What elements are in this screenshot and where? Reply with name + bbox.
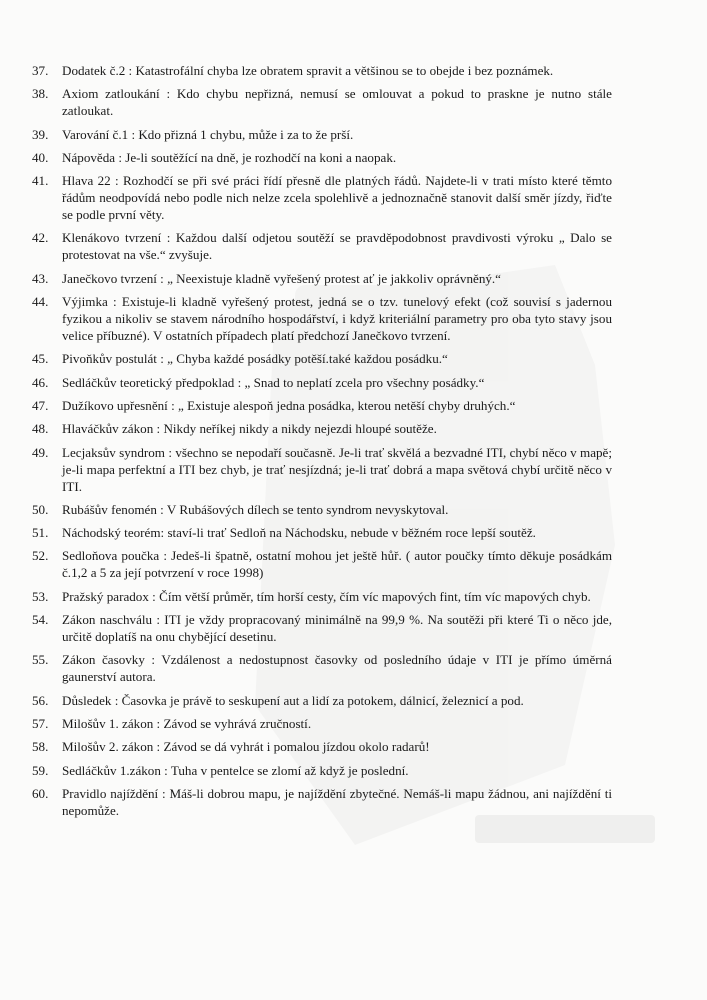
list-item [32, 350, 612, 367]
list-item [32, 149, 612, 166]
item-text: Lecjaksův syndrom : všechno se nepodaří současně. Je-li trať skvělá a bezvadné ITI, chybí něco v mapě; je-li mapa perfektní a ITI bez chyb, je trať nesjízdná; je-li trať dobrá a mapa světová chybí určitě něco v ITI. [62, 444, 612, 494]
list-item [32, 611, 612, 645]
item-text: Hlava 22 : Rozhodčí se při své práci řídí přesně dle platných řádů. Najdete-li v trati místo které těmto řádům neodpovídá nebo podle nich nelze zcela spolehlivě a jednoznačně stanovit další směr jízdy, řiďte se podle první věty. [62, 173, 612, 223]
item-text: Náchodský teorém: staví-li trať Sedloň na Náchodsku, nebude v běžném roce lepší soutěž. [62, 525, 536, 541]
item-text: Varování č.1 : Kdo přizná 1 chybu, může i za to že prší. [62, 126, 354, 142]
item-text: Milošův 2. zákon : Závod se dá vyhrát i pomalou jízdou okolo radarů! [62, 739, 430, 755]
item-number: 48. [32, 421, 49, 437]
item-number: 50. [32, 501, 49, 517]
item-number: 44. [32, 294, 49, 310]
item-number: 43. [32, 270, 49, 286]
item-text: Výjimka : Existuje-li kladně vyřešený protest, jedná se o tzv. tunelový efekt (což souvisí s jadernou fyzikou a nikoliv se stavem národního hospodářství, i když kriteriální parametry pro oba tyto stavy jsou velice příbuzné). V ostatních případech platí předchozí Janečkovo tvrzení. [62, 294, 612, 344]
rules-list [32, 62, 612, 825]
item-text: Milošův 1. zákon : Závod se vyhrává zručností. [62, 715, 312, 731]
item-number: 45. [32, 351, 49, 367]
list-item [32, 738, 612, 755]
item-text: Dodatek č.2 : Katastrofální chyba lze obratem spravit a většinou se to obejde i bez poznámek. [62, 63, 554, 78]
item-text: Pravidlo najíždění : Máš-li dobrou mapu, je najíždění zbytečné. Nemáš-li mapu žádnou, ani najíždění ti nepomůže. [62, 785, 612, 818]
list-item [32, 420, 612, 437]
item-text: Hlaváčkův zákon : Nikdy neříkej nikdy a nikdy nejezdi hloupé soutěže. [62, 421, 437, 437]
item-text: Zákon časovky : Vzdálenost a nedostupnost časovky od posledního údaje v ITI je přímo úměrná gaunerství autora. [62, 652, 612, 685]
list-item [32, 651, 612, 685]
list-item [32, 126, 612, 143]
list-item [32, 229, 612, 263]
list-item [32, 547, 612, 581]
item-text: Sedláčkův teoretický předpoklad : „ Snad to neplatí zcela pro všechny posádky.“ [62, 374, 485, 390]
item-number: 46. [32, 374, 49, 390]
list-item [32, 762, 612, 779]
item-text: Zákon naschválu : ITI je vždy propracovaný minimálně na 99,9 %. Na soutěži při které Ti o něco jde, určitě doplatíš na onu chybějící desetinu. [62, 612, 612, 645]
list-item [32, 444, 612, 495]
item-number: 41. [32, 173, 49, 189]
item-number: 49. [32, 444, 49, 460]
list-item [32, 524, 612, 541]
item-number: 40. [32, 149, 49, 165]
item-number: 47. [32, 397, 49, 413]
list-item [32, 270, 612, 287]
list-item [32, 501, 612, 518]
item-number: 54. [32, 612, 49, 628]
list-item [32, 588, 612, 605]
item-text: Rubášův fenomén : V Rubášových dílech se tento syndrom nevyskytoval. [62, 501, 449, 517]
list-item [32, 692, 612, 709]
item-text: Pražský paradox : Čím větší průměr, tím horší cesty, čím víc mapových fint, tím víc mapových chyb. [62, 588, 591, 604]
item-text: Axiom zatloukání : Kdo chybu nepřizná, nemusí se omlouvat a pokud to praskne je nutno stále zatloukat. [62, 86, 612, 119]
item-text: Klenákovo tvrzení : Každou další odjetou soutěží se pravděpodobnost pravdivosti výroku „ Dalo se protestovat na vše.“ zvyšuje. [62, 230, 612, 263]
item-number: 39. [32, 126, 49, 142]
item-text: Sedloňova poučka : Jedeš-li špatně, ostatní mohou jet ještě hůř. ( autor poučky tímto děkuje posádkám č.1,2 a 5 za její potvrzení v roce 1998) [62, 548, 612, 581]
list-item [32, 397, 612, 414]
item-text: Sedláčkův 1.zákon : Tuha v pentelce se zlomí až když je poslední. [62, 762, 409, 778]
item-number: 55. [32, 652, 49, 668]
item-number: 56. [32, 692, 49, 708]
item-number: 57. [32, 715, 49, 731]
item-number: 42. [32, 230, 49, 246]
item-text: Pivoňkův postulát : „ Chyba každé posádky potěší.také každou posádku.“ [62, 351, 448, 367]
item-number: 59. [32, 762, 49, 778]
item-number: 38. [32, 86, 49, 102]
list-item [32, 785, 612, 819]
item-number: 53. [32, 588, 49, 604]
item-text: Důsledek : Časovka je právě to seskupení aut a lidí za potokem, dálnicí, železnicí a pod. [62, 692, 524, 708]
item-text: Janečkovo tvrzení : „ Neexistuje kladně vyřešený protest ať je jakkoliv oprávněný.“ [62, 270, 501, 286]
item-number: 37. [32, 63, 49, 78]
item-number: 60. [32, 785, 49, 801]
list-item [32, 85, 612, 119]
item-number: 51. [32, 525, 49, 541]
list-item [32, 62, 612, 79]
item-text: Dužíkovo upřesnění : „ Existuje alespoň jedna posádka, kterou netěší chyby druhých.“ [62, 397, 516, 413]
item-text: Nápověda : Je-li soutěžící na dně, je rozhodčí na koni a naopak. [62, 149, 397, 165]
list-item [32, 374, 612, 391]
list-item [32, 293, 612, 344]
list-item [32, 715, 612, 732]
list-item [32, 172, 612, 223]
item-number: 52. [32, 548, 49, 564]
item-number: 58. [32, 739, 49, 755]
